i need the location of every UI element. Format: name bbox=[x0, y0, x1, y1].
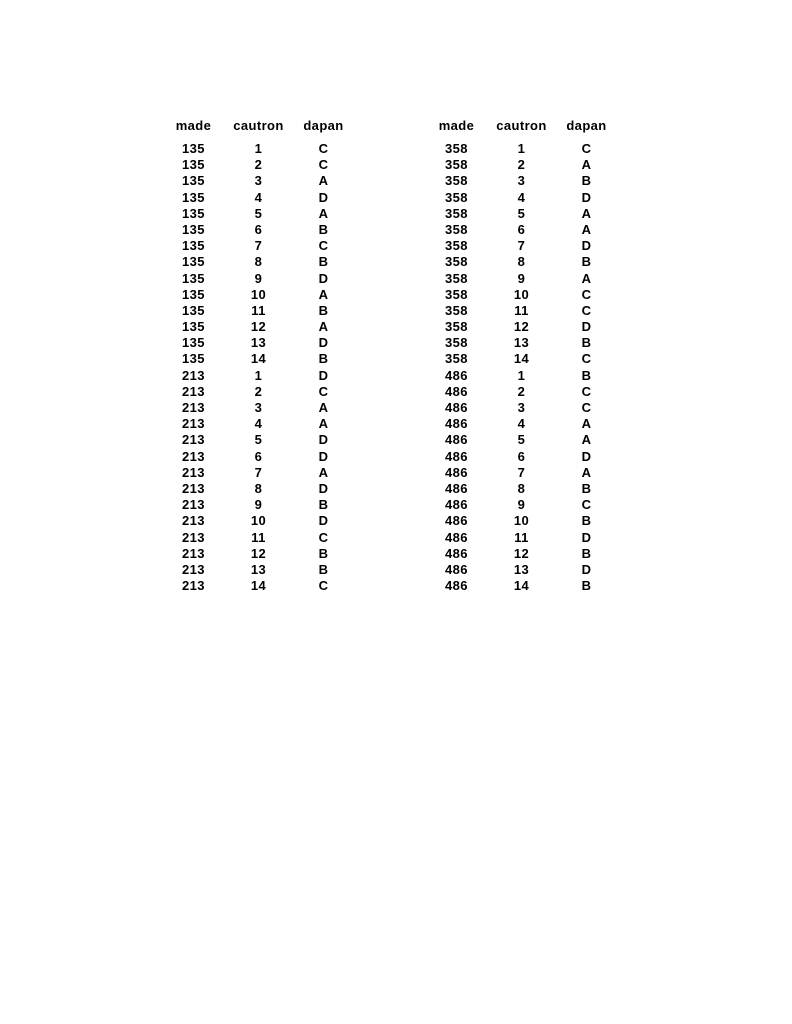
table-cell: A bbox=[581, 416, 592, 432]
table-cell: A bbox=[318, 464, 329, 480]
table-cell: 3 bbox=[517, 400, 526, 415]
table-row bbox=[161, 303, 356, 319]
table-cell: B bbox=[581, 578, 592, 594]
table-cell: 5 bbox=[254, 205, 263, 221]
table-row bbox=[424, 222, 619, 238]
table-cell: 7 bbox=[517, 464, 526, 480]
table-cell: 135 bbox=[182, 189, 205, 205]
table-cell: 358 bbox=[445, 205, 468, 221]
table-cell: A bbox=[581, 432, 592, 448]
table-row bbox=[424, 206, 619, 222]
table-cell: B bbox=[581, 367, 592, 383]
table-header-row bbox=[161, 118, 356, 134]
table-cell: 486 bbox=[445, 367, 468, 383]
table-cell: 2 bbox=[254, 383, 263, 399]
answer-key-table-left bbox=[161, 118, 356, 594]
table-row bbox=[161, 319, 356, 335]
table-cell: B bbox=[318, 561, 329, 577]
table-cell: B bbox=[318, 221, 329, 237]
table-cell: C bbox=[318, 529, 329, 545]
table-cell: 213 bbox=[182, 578, 205, 594]
table-cell: B bbox=[318, 351, 329, 367]
table-cell: C bbox=[581, 286, 592, 302]
table-cell: 10 bbox=[513, 513, 530, 529]
table-row bbox=[161, 271, 356, 287]
table-cell: 7 bbox=[517, 238, 526, 254]
table-cell: B bbox=[581, 173, 592, 189]
table-cell: 213 bbox=[182, 529, 205, 545]
table-cell: 6 bbox=[517, 221, 526, 237]
table-cell: 6 bbox=[517, 448, 526, 464]
table-cell: 8 bbox=[254, 254, 263, 270]
table-cell: 358 bbox=[445, 319, 468, 335]
table-cell: 11 bbox=[251, 529, 266, 545]
table-row bbox=[424, 416, 619, 432]
table-row bbox=[424, 368, 619, 384]
table-cell: 486 bbox=[445, 480, 468, 496]
table-row bbox=[161, 190, 356, 206]
table-row bbox=[161, 546, 356, 562]
table-cell: 486 bbox=[445, 529, 468, 545]
table-cell: A bbox=[318, 205, 329, 221]
table-cell: C bbox=[581, 302, 592, 318]
table-cell: 486 bbox=[445, 464, 468, 480]
table-cell: 12 bbox=[513, 545, 530, 561]
table-cell: 9 bbox=[254, 270, 263, 286]
column-header-cautron: cautron bbox=[233, 118, 284, 133]
table-cell: 10 bbox=[250, 513, 267, 529]
table-cell: 358 bbox=[445, 221, 468, 237]
table-row bbox=[424, 449, 619, 465]
table-cell: 11 bbox=[514, 302, 529, 318]
table-cell: 486 bbox=[445, 513, 468, 529]
table-row bbox=[424, 190, 619, 206]
table-cell: C bbox=[318, 383, 329, 399]
table-cell: B bbox=[581, 480, 592, 496]
table-cell: D bbox=[581, 238, 592, 254]
table-cell: 9 bbox=[517, 270, 526, 286]
table-cell: 135 bbox=[182, 221, 205, 237]
table-row bbox=[161, 222, 356, 238]
table-cell: 358 bbox=[445, 302, 468, 318]
table-cell: A bbox=[318, 173, 329, 189]
table-row bbox=[424, 287, 619, 303]
table-cell: B bbox=[581, 254, 592, 270]
table-cell: A bbox=[581, 205, 592, 221]
table-cell: 213 bbox=[182, 432, 205, 448]
table-row bbox=[424, 513, 619, 529]
column-header-made: made bbox=[438, 118, 475, 133]
table-cell: D bbox=[318, 432, 329, 448]
table-row bbox=[161, 449, 356, 465]
table-row bbox=[161, 368, 356, 384]
table-cell: 486 bbox=[445, 432, 468, 448]
table-cell: C bbox=[581, 141, 592, 156]
table-cell: 14 bbox=[250, 351, 267, 367]
table-cell: 8 bbox=[254, 480, 263, 496]
table-cell: B bbox=[318, 497, 329, 513]
table-body bbox=[161, 141, 356, 594]
table-cell: A bbox=[581, 464, 592, 480]
table-row bbox=[161, 578, 356, 594]
column-header-made: made bbox=[175, 118, 212, 133]
table-cell: B bbox=[581, 335, 592, 351]
table-cell: 1 bbox=[254, 141, 263, 156]
table-cell: A bbox=[318, 400, 329, 415]
column-header-dapan: dapan bbox=[566, 118, 607, 133]
table-row bbox=[424, 481, 619, 497]
table-cell: 14 bbox=[250, 578, 267, 594]
table-cell: B bbox=[581, 513, 592, 529]
table-row bbox=[161, 238, 356, 254]
table-cell: 135 bbox=[182, 302, 205, 318]
table-cell: 213 bbox=[182, 497, 205, 513]
table-cell: 135 bbox=[182, 205, 205, 221]
table-row bbox=[424, 465, 619, 481]
table-row bbox=[161, 206, 356, 222]
table-cell: A bbox=[581, 157, 592, 173]
table-cell: 6 bbox=[254, 221, 263, 237]
table-cell: 358 bbox=[445, 141, 468, 156]
table-cell: 486 bbox=[445, 578, 468, 594]
table-cell: 486 bbox=[445, 561, 468, 577]
table-body bbox=[424, 141, 619, 594]
table-row bbox=[161, 497, 356, 513]
table-cell: D bbox=[318, 189, 329, 205]
table-cell: 3 bbox=[254, 173, 263, 189]
table-cell: 4 bbox=[517, 189, 526, 205]
table-header-row bbox=[424, 118, 619, 134]
table-cell: 358 bbox=[445, 189, 468, 205]
table-row bbox=[161, 530, 356, 546]
table-cell: 7 bbox=[254, 464, 263, 480]
table-cell: 13 bbox=[250, 561, 267, 577]
table-row bbox=[161, 254, 356, 270]
table-cell: 358 bbox=[445, 335, 468, 351]
table-row bbox=[161, 416, 356, 432]
table-cell: 3 bbox=[517, 173, 526, 189]
table-row bbox=[424, 351, 619, 367]
table-cell: B bbox=[318, 302, 329, 318]
table-cell: 486 bbox=[445, 448, 468, 464]
table-cell: 358 bbox=[445, 173, 468, 189]
table-row bbox=[161, 351, 356, 367]
table-cell: A bbox=[318, 286, 329, 302]
table-cell: C bbox=[581, 400, 592, 415]
table-cell: 486 bbox=[445, 383, 468, 399]
table-cell: 14 bbox=[513, 578, 530, 594]
table-cell: 213 bbox=[182, 513, 205, 529]
table-cell: A bbox=[581, 270, 592, 286]
table-cell: 213 bbox=[182, 464, 205, 480]
column-header-cautron: cautron bbox=[496, 118, 547, 133]
table-row bbox=[424, 400, 619, 416]
table-cell: D bbox=[318, 335, 329, 351]
table-row bbox=[424, 157, 619, 173]
table-cell: 3 bbox=[254, 400, 263, 415]
table-cell: 213 bbox=[182, 448, 205, 464]
table-cell: 8 bbox=[517, 254, 526, 270]
table-cell: D bbox=[318, 367, 329, 383]
table-cell: 12 bbox=[250, 545, 267, 561]
table-cell: 12 bbox=[513, 319, 530, 335]
table-row bbox=[161, 157, 356, 173]
table-row bbox=[424, 141, 619, 157]
table-cell: 5 bbox=[254, 432, 263, 448]
table-cell: 213 bbox=[182, 561, 205, 577]
table-cell: 13 bbox=[250, 335, 267, 351]
table-row bbox=[424, 238, 619, 254]
table-cell: 1 bbox=[517, 141, 526, 156]
table-cell: C bbox=[318, 238, 329, 254]
table-cell: 2 bbox=[517, 383, 526, 399]
table-row bbox=[161, 400, 356, 416]
table-cell: A bbox=[581, 221, 592, 237]
table-cell: B bbox=[318, 254, 329, 270]
answer-key-table-right bbox=[424, 118, 619, 594]
table-cell: B bbox=[318, 545, 329, 561]
table-cell: 213 bbox=[182, 480, 205, 496]
table-cell: C bbox=[581, 351, 592, 367]
table-row bbox=[424, 254, 619, 270]
table-cell: 4 bbox=[254, 416, 263, 432]
table-cell: 1 bbox=[254, 367, 263, 383]
table-cell: C bbox=[318, 578, 329, 594]
table-cell: A bbox=[318, 416, 329, 432]
table-cell: 135 bbox=[182, 141, 205, 156]
table-cell: 135 bbox=[182, 286, 205, 302]
table-row bbox=[161, 513, 356, 529]
table-cell: 213 bbox=[182, 383, 205, 399]
table-cell: 10 bbox=[513, 286, 530, 302]
table-cell: 13 bbox=[513, 561, 530, 577]
table-cell: 10 bbox=[250, 286, 267, 302]
table-cell: 213 bbox=[182, 416, 205, 432]
table-cell: D bbox=[318, 513, 329, 529]
table-cell: A bbox=[318, 319, 329, 335]
table-cell: D bbox=[318, 270, 329, 286]
table-row bbox=[424, 562, 619, 578]
table-cell: 135 bbox=[182, 254, 205, 270]
table-cell: 12 bbox=[250, 319, 267, 335]
table-cell: 2 bbox=[254, 157, 263, 173]
table-cell: 9 bbox=[254, 497, 263, 513]
table-cell: 486 bbox=[445, 545, 468, 561]
table-cell: 14 bbox=[513, 351, 530, 367]
table-cell: 358 bbox=[445, 157, 468, 173]
table-cell: 135 bbox=[182, 270, 205, 286]
table-cell: 2 bbox=[517, 157, 526, 173]
table-cell: D bbox=[581, 448, 592, 464]
table-cell: 11 bbox=[251, 302, 266, 318]
table-row bbox=[424, 303, 619, 319]
table-cell: 135 bbox=[182, 238, 205, 254]
table-row bbox=[424, 546, 619, 562]
table-row bbox=[161, 465, 356, 481]
table-row bbox=[424, 384, 619, 400]
table-row bbox=[161, 562, 356, 578]
table-cell: C bbox=[581, 383, 592, 399]
table-row bbox=[161, 173, 356, 189]
table-cell: D bbox=[581, 319, 592, 335]
table-cell: D bbox=[581, 561, 592, 577]
table-row bbox=[424, 432, 619, 448]
table-cell: C bbox=[318, 141, 329, 156]
table-cell: 486 bbox=[445, 400, 468, 415]
table-row bbox=[424, 271, 619, 287]
table-row bbox=[161, 141, 356, 157]
table-cell: D bbox=[318, 480, 329, 496]
table-cell: 135 bbox=[182, 173, 205, 189]
table-row bbox=[424, 530, 619, 546]
table-cell: 213 bbox=[182, 545, 205, 561]
table-cell: 7 bbox=[254, 238, 263, 254]
table-cell: 13 bbox=[513, 335, 530, 351]
table-cell: 135 bbox=[182, 351, 205, 367]
table-cell: 213 bbox=[182, 400, 205, 415]
table-row bbox=[424, 497, 619, 513]
table-cell: 11 bbox=[514, 529, 529, 545]
table-cell: 9 bbox=[517, 497, 526, 513]
table-cell: 5 bbox=[517, 205, 526, 221]
table-cell: 213 bbox=[182, 367, 205, 383]
table-row bbox=[161, 384, 356, 400]
table-row bbox=[424, 319, 619, 335]
table-cell: 135 bbox=[182, 157, 205, 173]
table-cell: D bbox=[581, 529, 592, 545]
table-cell: 8 bbox=[517, 480, 526, 496]
table-cell: D bbox=[581, 189, 592, 205]
table-cell: 358 bbox=[445, 238, 468, 254]
table-cell: 358 bbox=[445, 254, 468, 270]
table-cell: 486 bbox=[445, 416, 468, 432]
table-cell: 358 bbox=[445, 270, 468, 286]
column-header-dapan: dapan bbox=[303, 118, 344, 133]
table-cell: D bbox=[318, 448, 329, 464]
table-row bbox=[424, 578, 619, 594]
table-cell: 4 bbox=[254, 189, 263, 205]
table-cell: 4 bbox=[517, 416, 526, 432]
table-row bbox=[161, 335, 356, 351]
table-cell: 358 bbox=[445, 351, 468, 367]
table-row bbox=[161, 287, 356, 303]
table-cell: 135 bbox=[182, 319, 205, 335]
table-cell: 486 bbox=[445, 497, 468, 513]
table-cell: 358 bbox=[445, 286, 468, 302]
table-row bbox=[161, 432, 356, 448]
table-cell: 1 bbox=[517, 367, 526, 383]
table-cell: C bbox=[318, 157, 329, 173]
table-row bbox=[424, 335, 619, 351]
table-cell: B bbox=[581, 545, 592, 561]
table-row bbox=[161, 481, 356, 497]
table-row bbox=[424, 173, 619, 189]
table-cell: 5 bbox=[517, 432, 526, 448]
table-cell: 135 bbox=[182, 335, 205, 351]
table-cell: C bbox=[581, 497, 592, 513]
table-cell: 6 bbox=[254, 448, 263, 464]
